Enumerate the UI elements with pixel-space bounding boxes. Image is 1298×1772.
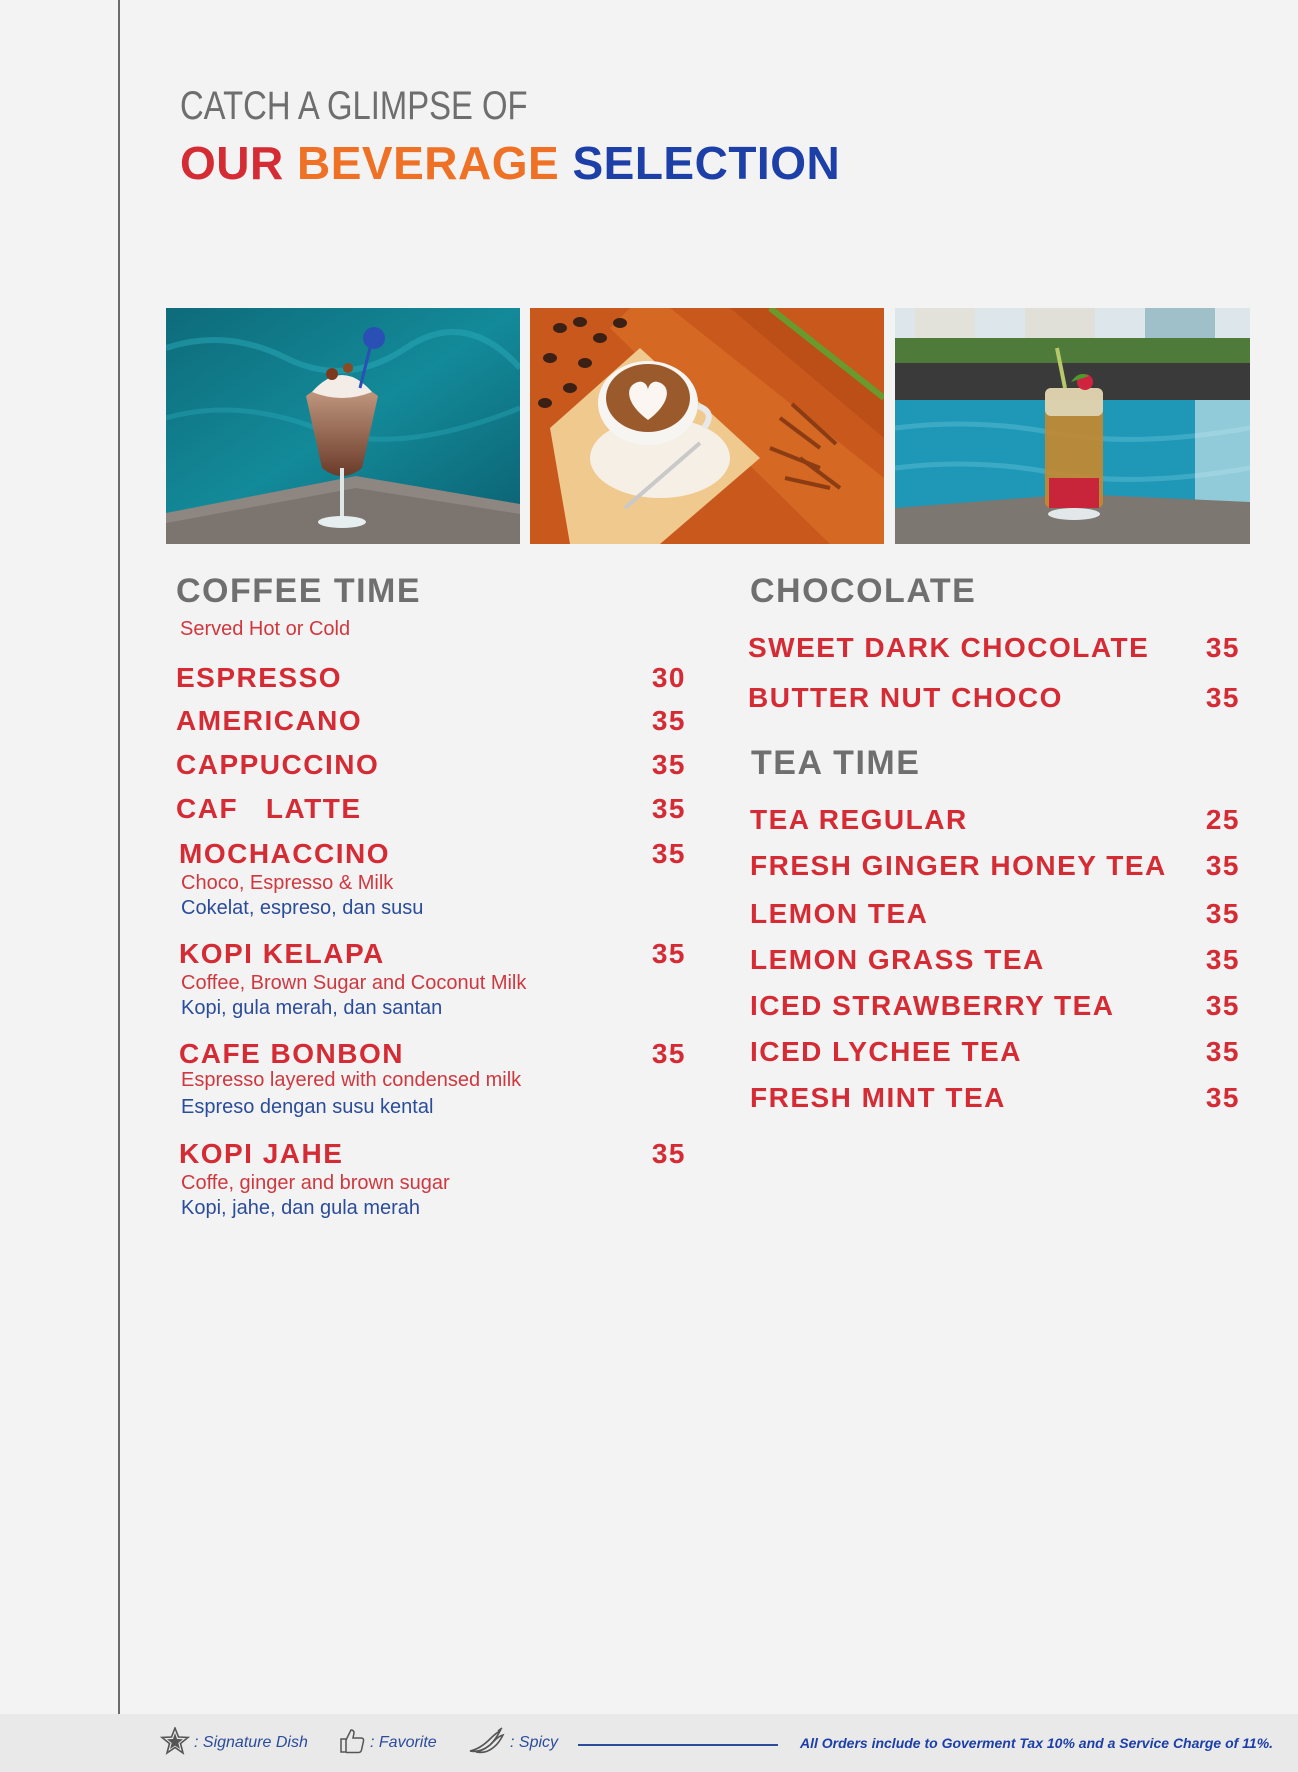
item-name: ICED STRAWBERRY TEA [750,990,1115,1021]
item-name: SWEET DARK CHOCOLATE [748,632,1150,663]
item-name: KOPI KELAPA [179,938,385,969]
item-name: ICED LYCHEE TEA [750,1036,1022,1067]
item-price: 35 [651,938,686,969]
chili-icon [466,1727,506,1760]
menu-kicker: CATCH A GLIMPSE OF [180,84,528,128]
item-price: 35 [651,1038,686,1069]
item-name: FRESH MINT TEA [750,1082,1006,1113]
item-description-id: Kopi, jahe, dan gula merah [181,1197,421,1219]
menu-title-word-2: BEVERAGE [297,137,560,189]
item-name: CAFE BONBON [179,1038,404,1069]
left-margin-rule [118,0,120,1772]
legend-signature-label: : Signature Dish [194,1734,308,1751]
item-price: 35 [1205,1082,1240,1113]
item-name: MOCHACCINO [179,838,390,869]
photo-strip [166,308,1250,544]
item-price: 35 [651,1138,686,1169]
tax-service-note: All Orders include to Goverment Tax 10% and a Service Charge of 11%. [800,1735,1274,1751]
item-description-id: Cokelat, espreso, dan susu [181,897,424,919]
item-name: TEA REGULAR [750,804,968,835]
item-description-en: Coffee, Brown Sugar and Coconut Milk [181,972,527,994]
item-price: 35 [1205,850,1240,881]
tea-section-title: TEA TIME [751,744,921,782]
footer-divider [578,1744,778,1746]
item-description-en: Espresso layered with condensed milk [181,1069,522,1091]
item-name: LEMON GRASS TEA [750,944,1045,975]
item-name: LEMON TEA [750,898,929,929]
menu-title-word-3: SELECTION [572,137,841,189]
item-price: 30 [651,662,686,693]
item-description-en: Coffe, ginger and brown sugar [181,1172,450,1194]
legend-signature [160,1730,308,1756]
legend-favorite-label: : Favorite [370,1734,437,1751]
item-price: 35 [651,793,686,824]
item-price: 35 [1205,1036,1240,1067]
item-description-en: Choco, Espresso & Milk [181,872,394,894]
legend-spicy-label: : Spicy [510,1734,559,1751]
menu-title [180,136,840,190]
item-price: 35 [1205,944,1240,975]
thumbs-up-icon [338,1727,366,1760]
item-name: KOPI JAHE [179,1138,344,1169]
item-price: 25 [1205,804,1240,835]
photo-iced-tea [895,308,1250,544]
photo-cappuccino [530,308,884,544]
coffee-section-subtitle: Served Hot or Cold [180,618,351,640]
legend-favorite [338,1730,437,1756]
coffee-section-title: COFFEE TIME [176,572,422,610]
item-price: 35 [651,749,686,780]
item-price: 35 [1205,682,1240,713]
item-description-id: Espreso dengan susu kental [181,1096,434,1118]
item-price: 35 [1205,632,1240,663]
item-name: AMERICANO [176,705,363,736]
item-name: BUTTER NUT CHOCO [748,682,1063,713]
footer-bar [0,1714,1298,1772]
item-price: 35 [1205,898,1240,929]
star-icon [160,1727,190,1760]
chocolate-section-title: CHOCOLATE [750,572,977,610]
legend-spicy [466,1730,558,1756]
item-price: 35 [651,705,686,736]
photo-chocolate-frappe [166,308,520,544]
item-price: 35 [651,838,686,869]
item-price: 35 [1205,990,1240,1021]
item-name: CAF LATTE [176,793,362,824]
item-name: CAPPUCCINO [176,749,380,780]
item-description-id: Kopi, gula merah, dan santan [181,997,443,1019]
item-name: FRESH GINGER HONEY TEA [750,850,1167,881]
item-name: ESPRESSO [176,662,343,693]
menu-title-word-1: OUR [180,137,284,189]
